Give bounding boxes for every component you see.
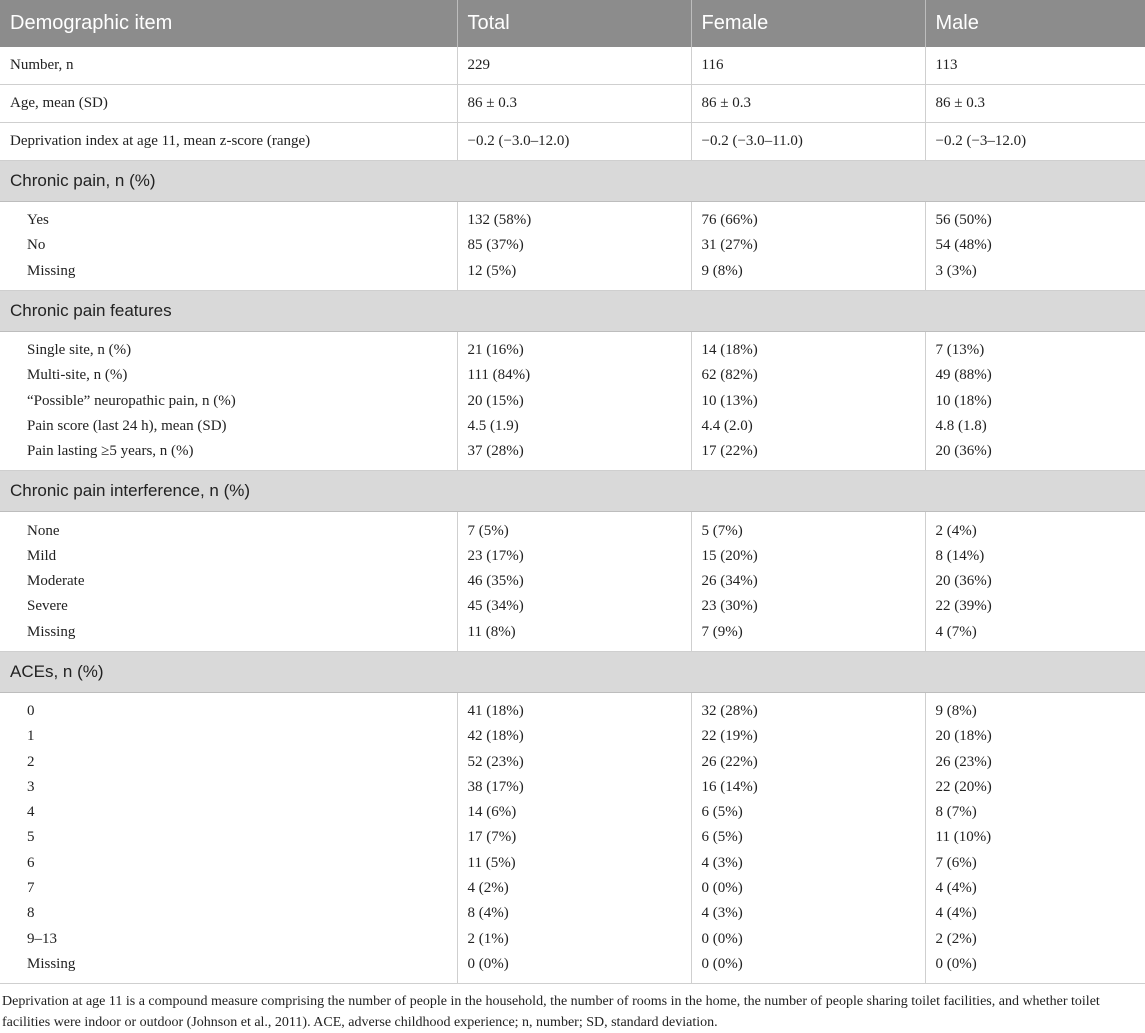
male-cell: 49 (88%) — [935, 367, 992, 384]
male-cell: 22 (20%) — [935, 778, 992, 795]
table-footnote: Deprivation at age 11 is a compound measure comprising the number of people in the household, the number of rooms in the home, the number of people sharing toilet facilities, and whether toilet facilities were indoor or outdoor (Johnson et al., 2011). ACE, adverse childhood experience; n, number; SD, standard deviation. — [2, 994, 1100, 1031]
row-label: 2 — [0, 749, 457, 774]
total-cell: 14 (6%) — [457, 800, 691, 825]
table-row — [0, 749, 1145, 774]
female-cell: 10 (13%) — [691, 388, 925, 413]
female-cell: 26 (22%) — [691, 749, 925, 774]
total-cell: 41 (18%) — [457, 692, 691, 724]
row-label: Missing — [0, 620, 457, 652]
total-cell: 23 (17%) — [457, 544, 691, 569]
male-cell: 56 (50%) — [935, 212, 992, 229]
table-row — [0, 439, 1145, 471]
section-header-row — [0, 651, 1145, 692]
row-label: 0 — [0, 692, 457, 724]
male-cell: 3 (3%) — [925, 259, 1145, 291]
female-cell: 5 (7%) — [691, 512, 925, 544]
table-row — [0, 202, 1145, 234]
male-cell: 4 (7%) — [925, 620, 1145, 652]
table-row — [0, 388, 1145, 413]
total-cell: 7 (5%) — [457, 512, 691, 544]
female-cell: 76 (66%) — [691, 202, 925, 234]
table-row — [0, 901, 1145, 926]
female-cell: 86 ± 0.3 — [691, 85, 925, 123]
female-cell: 23 (30%) — [691, 594, 925, 619]
total-cell: 17 (7%) — [457, 825, 691, 850]
row-label: Yes — [0, 202, 457, 234]
female-cell: 15 (20%) — [691, 544, 925, 569]
female-cell: 0 (0%) — [691, 952, 925, 984]
female-cell: 26 (34%) — [691, 569, 925, 594]
male-cell: 7 (13%) — [935, 342, 985, 359]
total-cell: −0.2 (−3.0–12.0) — [457, 123, 691, 161]
male-cell: −0.2 (−3–12.0) — [925, 123, 1145, 161]
female-cell: 4.4 (2.0) — [691, 414, 925, 439]
row-label: 5 — [0, 825, 457, 850]
male-cell: 2 (2%) — [935, 930, 977, 947]
total-cell: 45 (34%) — [457, 594, 691, 619]
table-body — [0, 47, 1145, 984]
row-label: None — [0, 512, 457, 544]
male-cell: 54 (48%) — [935, 237, 992, 254]
header-row — [0, 0, 1145, 47]
table-row — [0, 927, 1145, 952]
female-cell: 116 — [691, 47, 925, 85]
male-cell: 2 (4%) — [935, 522, 977, 539]
row-label: “Possible” neuropathic pain, n (%) — [0, 388, 457, 413]
total-cell: 4.5 (1.9) — [457, 414, 691, 439]
female-cell: 16 (14%) — [691, 775, 925, 800]
row-label: Mild — [0, 544, 457, 569]
male-cell: 4 (4%) — [935, 880, 977, 897]
total-cell: 2 (1%) — [457, 927, 691, 952]
header-female: Female — [691, 0, 925, 47]
row-label: No — [0, 233, 457, 258]
row-label: Age, mean (SD) — [0, 85, 457, 123]
female-cell: 32 (28%) — [691, 692, 925, 724]
row-label: Multi-site, n (%) — [0, 363, 457, 388]
total-cell: 11 (8%) — [457, 620, 691, 652]
total-cell: 0 (0%) — [457, 952, 691, 984]
male-cell: 7 (6%) — [935, 854, 977, 871]
female-cell: 9 (8%) — [691, 259, 925, 291]
total-cell: 4 (2%) — [457, 876, 691, 901]
table-row — [0, 594, 1145, 619]
row-label: Pain score (last 24 h), mean (SD) — [0, 414, 457, 439]
female-cell: −0.2 (−3.0–11.0) — [691, 123, 925, 161]
male-cell: 8 (14%) — [935, 547, 985, 564]
total-cell: 12 (5%) — [457, 259, 691, 291]
section-title: Chronic pain interference, n (%) — [0, 471, 1145, 512]
row-label: 9–13 — [0, 927, 457, 952]
table-row — [0, 952, 1145, 984]
male-cell: 86 ± 0.3 — [925, 85, 1145, 123]
row-label: 1 — [0, 724, 457, 749]
table-row — [0, 512, 1145, 544]
header-total: Total — [457, 0, 691, 47]
row-label: Pain lasting ≥5 years, n (%) — [0, 439, 457, 471]
male-cell: 4 (4%) — [935, 905, 977, 922]
table-row — [0, 620, 1145, 652]
female-cell: 4 (3%) — [691, 901, 925, 926]
female-cell: 14 (18%) — [691, 331, 925, 363]
male-cell: 4.8 (1.8) — [935, 417, 987, 434]
total-cell: 8 (4%) — [457, 901, 691, 926]
row-label: 6 — [0, 851, 457, 876]
section-title: Chronic pain, n (%) — [0, 161, 1145, 202]
total-cell: 86 ± 0.3 — [457, 85, 691, 123]
male-cell: 11 (10%) — [935, 829, 992, 846]
female-cell: 0 (0%) — [691, 876, 925, 901]
total-cell: 21 (16%) — [457, 331, 691, 363]
section-title: Chronic pain features — [0, 290, 1145, 331]
table-row — [0, 775, 1145, 800]
table-row — [0, 259, 1145, 291]
table-row — [0, 724, 1145, 749]
row-label: Moderate — [0, 569, 457, 594]
row-label: Severe — [0, 594, 457, 619]
male-cell: 20 (18%) — [935, 728, 992, 745]
row-label: Single site, n (%) — [0, 331, 457, 363]
section-header-row — [0, 161, 1145, 202]
total-cell: 38 (17%) — [457, 775, 691, 800]
table-row — [0, 47, 1145, 85]
row-label: Missing — [0, 952, 457, 984]
table-row — [0, 414, 1145, 439]
header-male: Male — [925, 0, 1145, 47]
male-cell: 113 — [925, 47, 1145, 85]
table-row — [0, 331, 1145, 363]
table-row — [0, 692, 1145, 724]
header-demographic-item: Demographic item — [0, 0, 457, 47]
table-row — [0, 800, 1145, 825]
section-header-row — [0, 471, 1145, 512]
male-cell: 8 (7%) — [935, 804, 977, 821]
table-row — [0, 876, 1145, 901]
male-cell: 22 (39%) — [935, 598, 992, 615]
row-label: 3 — [0, 775, 457, 800]
row-label: 7 — [0, 876, 457, 901]
table-row — [0, 569, 1145, 594]
row-label: 4 — [0, 800, 457, 825]
female-cell: 22 (19%) — [691, 724, 925, 749]
male-cell: 10 (18%) — [935, 392, 992, 409]
table-row — [0, 123, 1145, 161]
row-label: 8 — [0, 901, 457, 926]
total-cell: 52 (23%) — [457, 749, 691, 774]
total-cell: 46 (35%) — [457, 569, 691, 594]
table-row — [0, 825, 1145, 850]
row-label: Missing — [0, 259, 457, 291]
total-cell: 85 (37%) — [457, 233, 691, 258]
table-row — [0, 851, 1145, 876]
female-cell: 62 (82%) — [691, 363, 925, 388]
table-row — [0, 363, 1145, 388]
total-cell: 37 (28%) — [457, 439, 691, 471]
male-cell: 0 (0%) — [925, 952, 1145, 984]
table-row — [0, 233, 1145, 258]
total-cell: 111 (84%) — [457, 363, 691, 388]
total-cell: 229 — [457, 47, 691, 85]
male-cell: 20 (36%) — [935, 573, 992, 590]
total-cell: 132 (58%) — [457, 202, 691, 234]
male-cell: 26 (23%) — [935, 753, 992, 770]
section-title: ACEs, n (%) — [0, 651, 1145, 692]
female-cell: 31 (27%) — [691, 233, 925, 258]
male-cell: 20 (36%) — [925, 439, 1145, 471]
female-cell: 6 (5%) — [691, 825, 925, 850]
female-cell: 7 (9%) — [691, 620, 925, 652]
table-row — [0, 85, 1145, 123]
female-cell: 17 (22%) — [691, 439, 925, 471]
total-cell: 20 (15%) — [457, 388, 691, 413]
total-cell: 42 (18%) — [457, 724, 691, 749]
section-header-row — [0, 290, 1145, 331]
row-label: Deprivation index at age 11, mean z-score (range) — [0, 123, 457, 161]
table-row — [0, 544, 1145, 569]
row-label: Number, n — [0, 47, 457, 85]
female-cell: 6 (5%) — [691, 800, 925, 825]
female-cell: 4 (3%) — [691, 851, 925, 876]
male-cell: 9 (8%) — [935, 703, 977, 719]
total-cell: 11 (5%) — [457, 851, 691, 876]
female-cell: 0 (0%) — [691, 927, 925, 952]
